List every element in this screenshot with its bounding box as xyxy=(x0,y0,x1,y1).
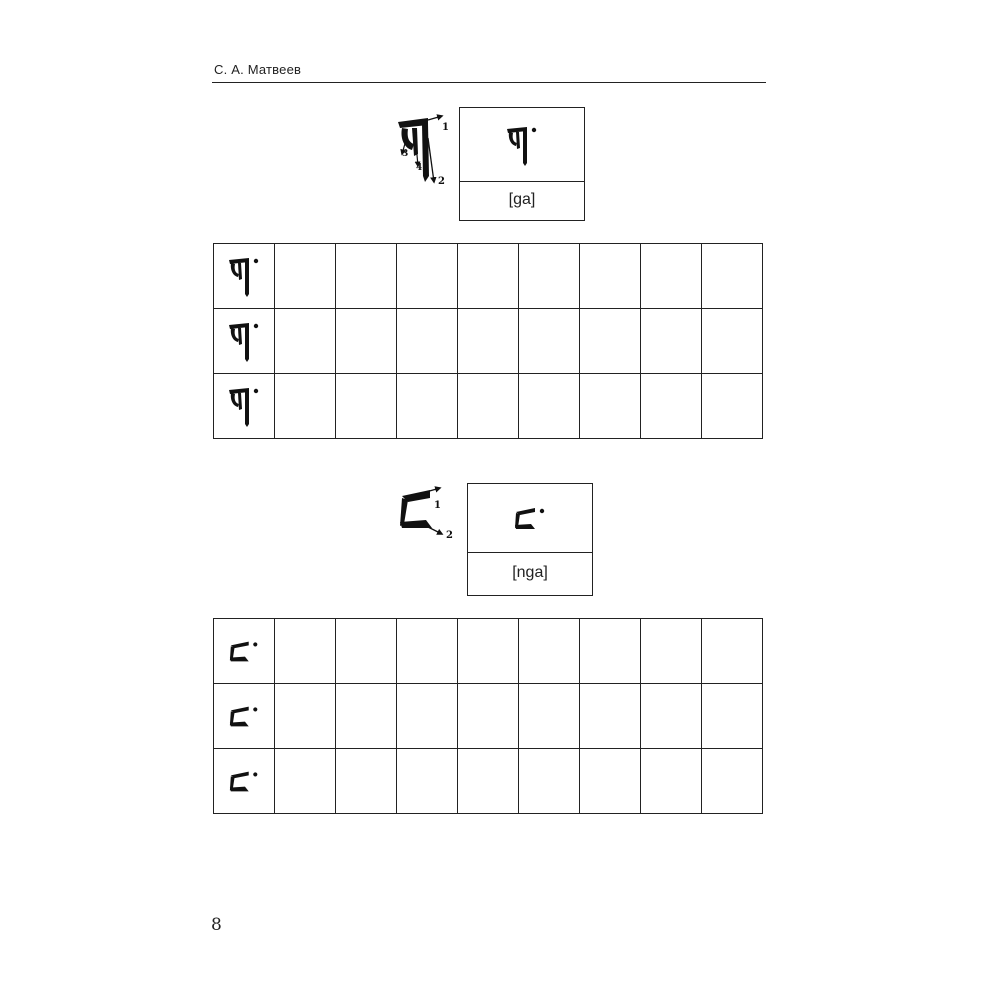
tibetan-letter-ga-icon xyxy=(227,383,261,429)
practice-cell[interactable] xyxy=(336,619,397,684)
practice-cell[interactable] xyxy=(275,619,336,684)
practice-cell[interactable] xyxy=(275,749,336,814)
nga-transliteration: [nga] xyxy=(512,564,548,581)
ga-stroke-number-4: 4 xyxy=(416,163,423,173)
practice-row xyxy=(214,749,763,814)
practice-cell[interactable] xyxy=(397,374,458,439)
ga-stroke-number-2: 2 xyxy=(438,176,445,187)
practice-cell[interactable] xyxy=(336,749,397,814)
practice-row xyxy=(214,309,763,374)
practice-cell[interactable] xyxy=(275,684,336,749)
practice-cell[interactable] xyxy=(641,374,702,439)
practice-cell[interactable] xyxy=(397,684,458,749)
ga-stroke-number-3: 3 xyxy=(402,149,409,159)
tibetan-letter-nga-icon xyxy=(513,505,547,531)
practice-cell[interactable] xyxy=(458,684,519,749)
nga-card-glyph xyxy=(468,484,592,553)
practice-cell[interactable] xyxy=(702,619,763,684)
practice-cell[interactable] xyxy=(397,749,458,814)
ga-stroke-number-1: 1 xyxy=(442,122,449,133)
nga-glyph-outline xyxy=(400,490,432,528)
practice-cell[interactable] xyxy=(519,619,580,684)
nga-stroke-number-1: 1 xyxy=(434,500,441,511)
practice-cell[interactable] xyxy=(397,619,458,684)
practice-cell[interactable] xyxy=(580,749,641,814)
page-number: 8 xyxy=(211,915,222,935)
practice-cell[interactable] xyxy=(275,244,336,309)
model-letter-cell xyxy=(214,309,275,374)
tibetan-letter-ga-icon xyxy=(227,318,261,364)
practice-cell[interactable] xyxy=(519,684,580,749)
practice-cell[interactable] xyxy=(519,309,580,374)
running-header-author: С. А. Матвеев xyxy=(214,62,302,77)
nga-stroke-number-2: 2 xyxy=(446,530,453,541)
practice-row xyxy=(214,244,763,309)
nga-letter-card xyxy=(467,483,593,596)
practice-cell[interactable] xyxy=(580,244,641,309)
practice-cell[interactable] xyxy=(397,244,458,309)
model-letter-cell xyxy=(214,619,275,684)
practice-cell[interactable] xyxy=(458,619,519,684)
practice-cell[interactable] xyxy=(580,619,641,684)
model-letter-cell xyxy=(214,749,275,814)
practice-cell[interactable] xyxy=(275,374,336,439)
practice-cell[interactable] xyxy=(519,749,580,814)
practice-cell[interactable] xyxy=(641,244,702,309)
practice-cell[interactable] xyxy=(580,309,641,374)
practice-row xyxy=(214,374,763,439)
tibetan-letter-nga-icon xyxy=(228,768,260,794)
practice-cell[interactable] xyxy=(702,374,763,439)
practice-cell[interactable] xyxy=(336,684,397,749)
ga-card-glyph xyxy=(460,108,584,182)
tibetan-letter-nga-icon xyxy=(228,703,260,729)
practice-row xyxy=(214,619,763,684)
nga-stroke-order-diagram xyxy=(396,484,460,544)
ga-practice-grid xyxy=(213,243,763,439)
tibetan-letter-nga-icon xyxy=(228,638,260,664)
ga-transliteration: [ga] xyxy=(508,191,536,208)
practice-cell[interactable] xyxy=(336,374,397,439)
practice-cell[interactable] xyxy=(519,244,580,309)
tibetan-letter-ga-icon xyxy=(227,253,261,299)
practice-cell[interactable] xyxy=(458,309,519,374)
header-rule xyxy=(212,82,766,83)
practice-cell[interactable] xyxy=(702,244,763,309)
practice-cell[interactable] xyxy=(702,684,763,749)
practice-cell[interactable] xyxy=(519,374,580,439)
model-letter-cell xyxy=(214,684,275,749)
ga-letter-card xyxy=(459,107,585,221)
tibetan-letter-ga-icon xyxy=(505,123,539,167)
practice-cell[interactable] xyxy=(458,749,519,814)
practice-row xyxy=(214,684,763,749)
practice-cell[interactable] xyxy=(397,309,458,374)
model-letter-cell xyxy=(214,244,275,309)
nga-practice-grid xyxy=(213,618,763,814)
practice-cell[interactable] xyxy=(641,309,702,374)
practice-cell[interactable] xyxy=(702,309,763,374)
practice-cell[interactable] xyxy=(702,749,763,814)
model-letter-cell xyxy=(214,374,275,439)
ga-stroke-order-diagram xyxy=(392,110,454,192)
practice-cell[interactable] xyxy=(275,309,336,374)
practice-cell[interactable] xyxy=(336,309,397,374)
practice-cell[interactable] xyxy=(458,244,519,309)
practice-cell[interactable] xyxy=(580,374,641,439)
practice-cell[interactable] xyxy=(641,619,702,684)
practice-cell[interactable] xyxy=(641,684,702,749)
practice-cell[interactable] xyxy=(580,684,641,749)
practice-cell[interactable] xyxy=(336,244,397,309)
practice-cell[interactable] xyxy=(641,749,702,814)
practice-cell[interactable] xyxy=(458,374,519,439)
